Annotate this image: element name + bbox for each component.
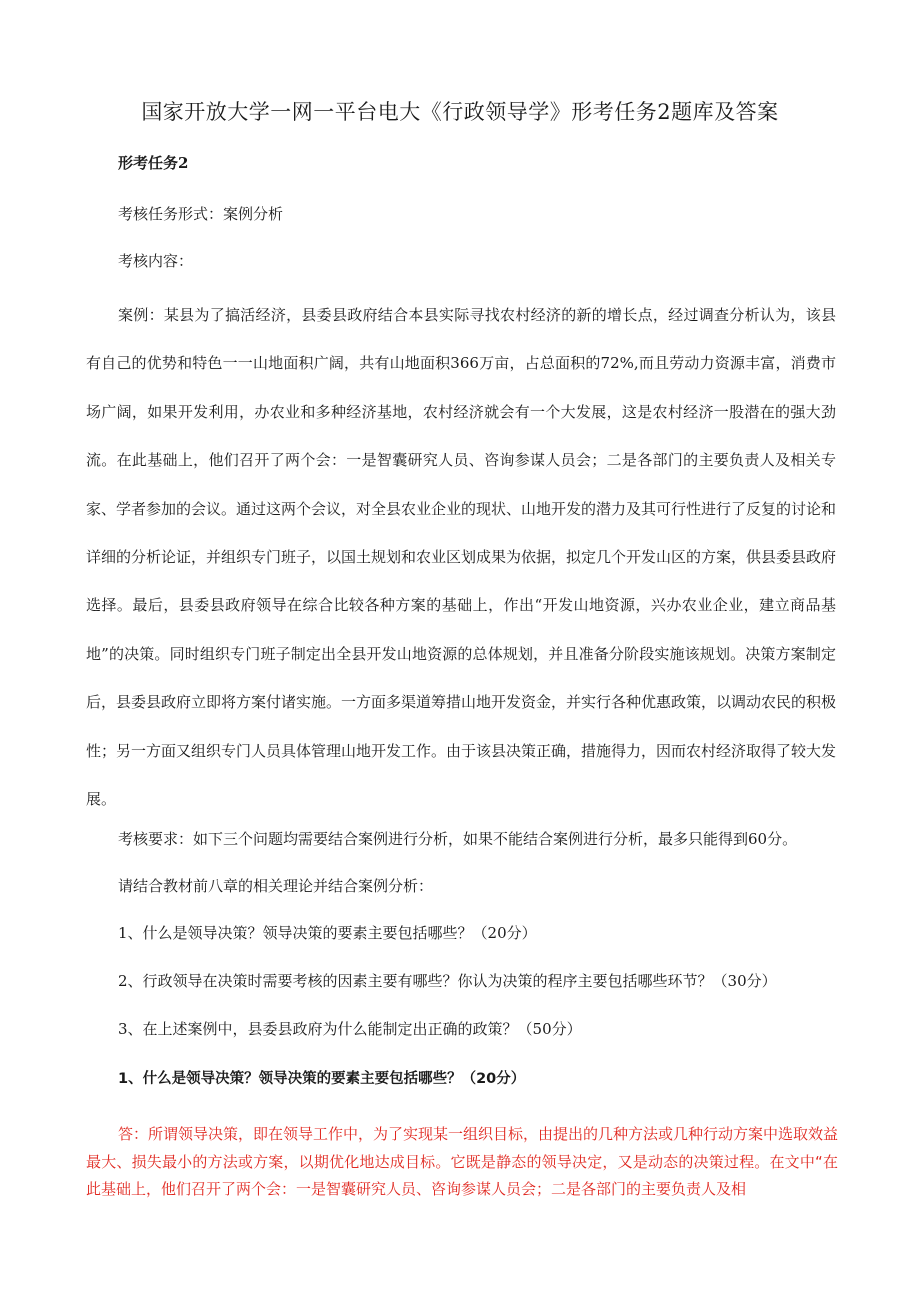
- answer-paragraph: 答：所谓领导决策，即在领导工作中，为了实现某一组织目标，由提出的几种方法或几种行动方案中选取效益最大、损失最小的方法或方案，以期优化地达成目标。它既是静态的领导决定，又是动态的决策过程。在文中“在此基础上，他们召开了两个会：一是智囊研究人员、咨询参谋人员会；二是各部门的主要负责人及相: [86, 1125, 838, 1198]
- question-1: 1、什么是领导决策？领导决策的要素主要包括哪些？（20分）: [118, 924, 537, 942]
- assessment-requirement: 考核要求：如下三个问题均需要结合案例进行分析，如果不能结合案例进行分析，最多只能得到60分。: [118, 830, 798, 848]
- document-title: 国家开放大学一网一平台电大《行政领导学》形考任务2题库及答案: [141, 100, 779, 124]
- assessment-content-label: 考核内容：: [118, 252, 194, 270]
- instruction: 请结合教材前八章的相关理论并结合案例分析：: [118, 877, 434, 895]
- question-2: 2、行政领导在决策时需要考核的因素主要有哪些？你认为决策的程序主要包括哪些环节？（30分）: [118, 972, 777, 990]
- answer-heading: 1、什么是领导决策？领导决策的要素主要包括哪些？（20分）: [118, 1071, 526, 1087]
- question-3: 3、在上述案例中，县委县政府为什么能制定出正确的政策？（50分）: [118, 1020, 582, 1038]
- section-heading: 形考任务2: [118, 154, 189, 172]
- assessment-form: 考核任务形式：案例分析: [118, 205, 284, 223]
- case-paragraph: 案例：某县为了搞活经济，县委县政府结合本县实际寻找农村经济的新的增长点，经过调查分析认为，该县有自己的优势和特色一一山地面积广阔，共有山地面积366万亩，占总面积的72%,而且劳动力资源丰富，消费市场广阔，如果开发利用，办农业和多种经济基地，农村经济就会有一个大发展，这是农村经济一股潜在的强大劲流。在此基础上，他们召开了两个会：一是智囊研究人员、咨询参谋人员会；二是各部门的主要负责人及相关专家、学者参加的会议。通过这两个会议，对全县农业企业的现状、山地开发的潜力及其可行性进行了反复的讨论和详细的分析论证，并组织专门班子，以国土规划和农业区划成果为依据，拟定几个开发山区的方案，供县委县政府选择。最后，县委县政府领导在综合比较各种方案的基础上，作出“开发山地资源，兴办农业企业，建立商品基地”的决策。同时组织专门班子制定出全县开发山地资源的总体规划，并且准备分阶段实施该规划。决策方案制定后，县委县政府立即将方案付诸实施。一方面多渠道筹措山地开发资金，并实行各种优惠政策，以调动农民的积极性；另一方面又组织专门人员具体管理山地开发工作。由于该县决策正确，措施得力，因而农村经济取得了较大发展。: [86, 306, 837, 809]
